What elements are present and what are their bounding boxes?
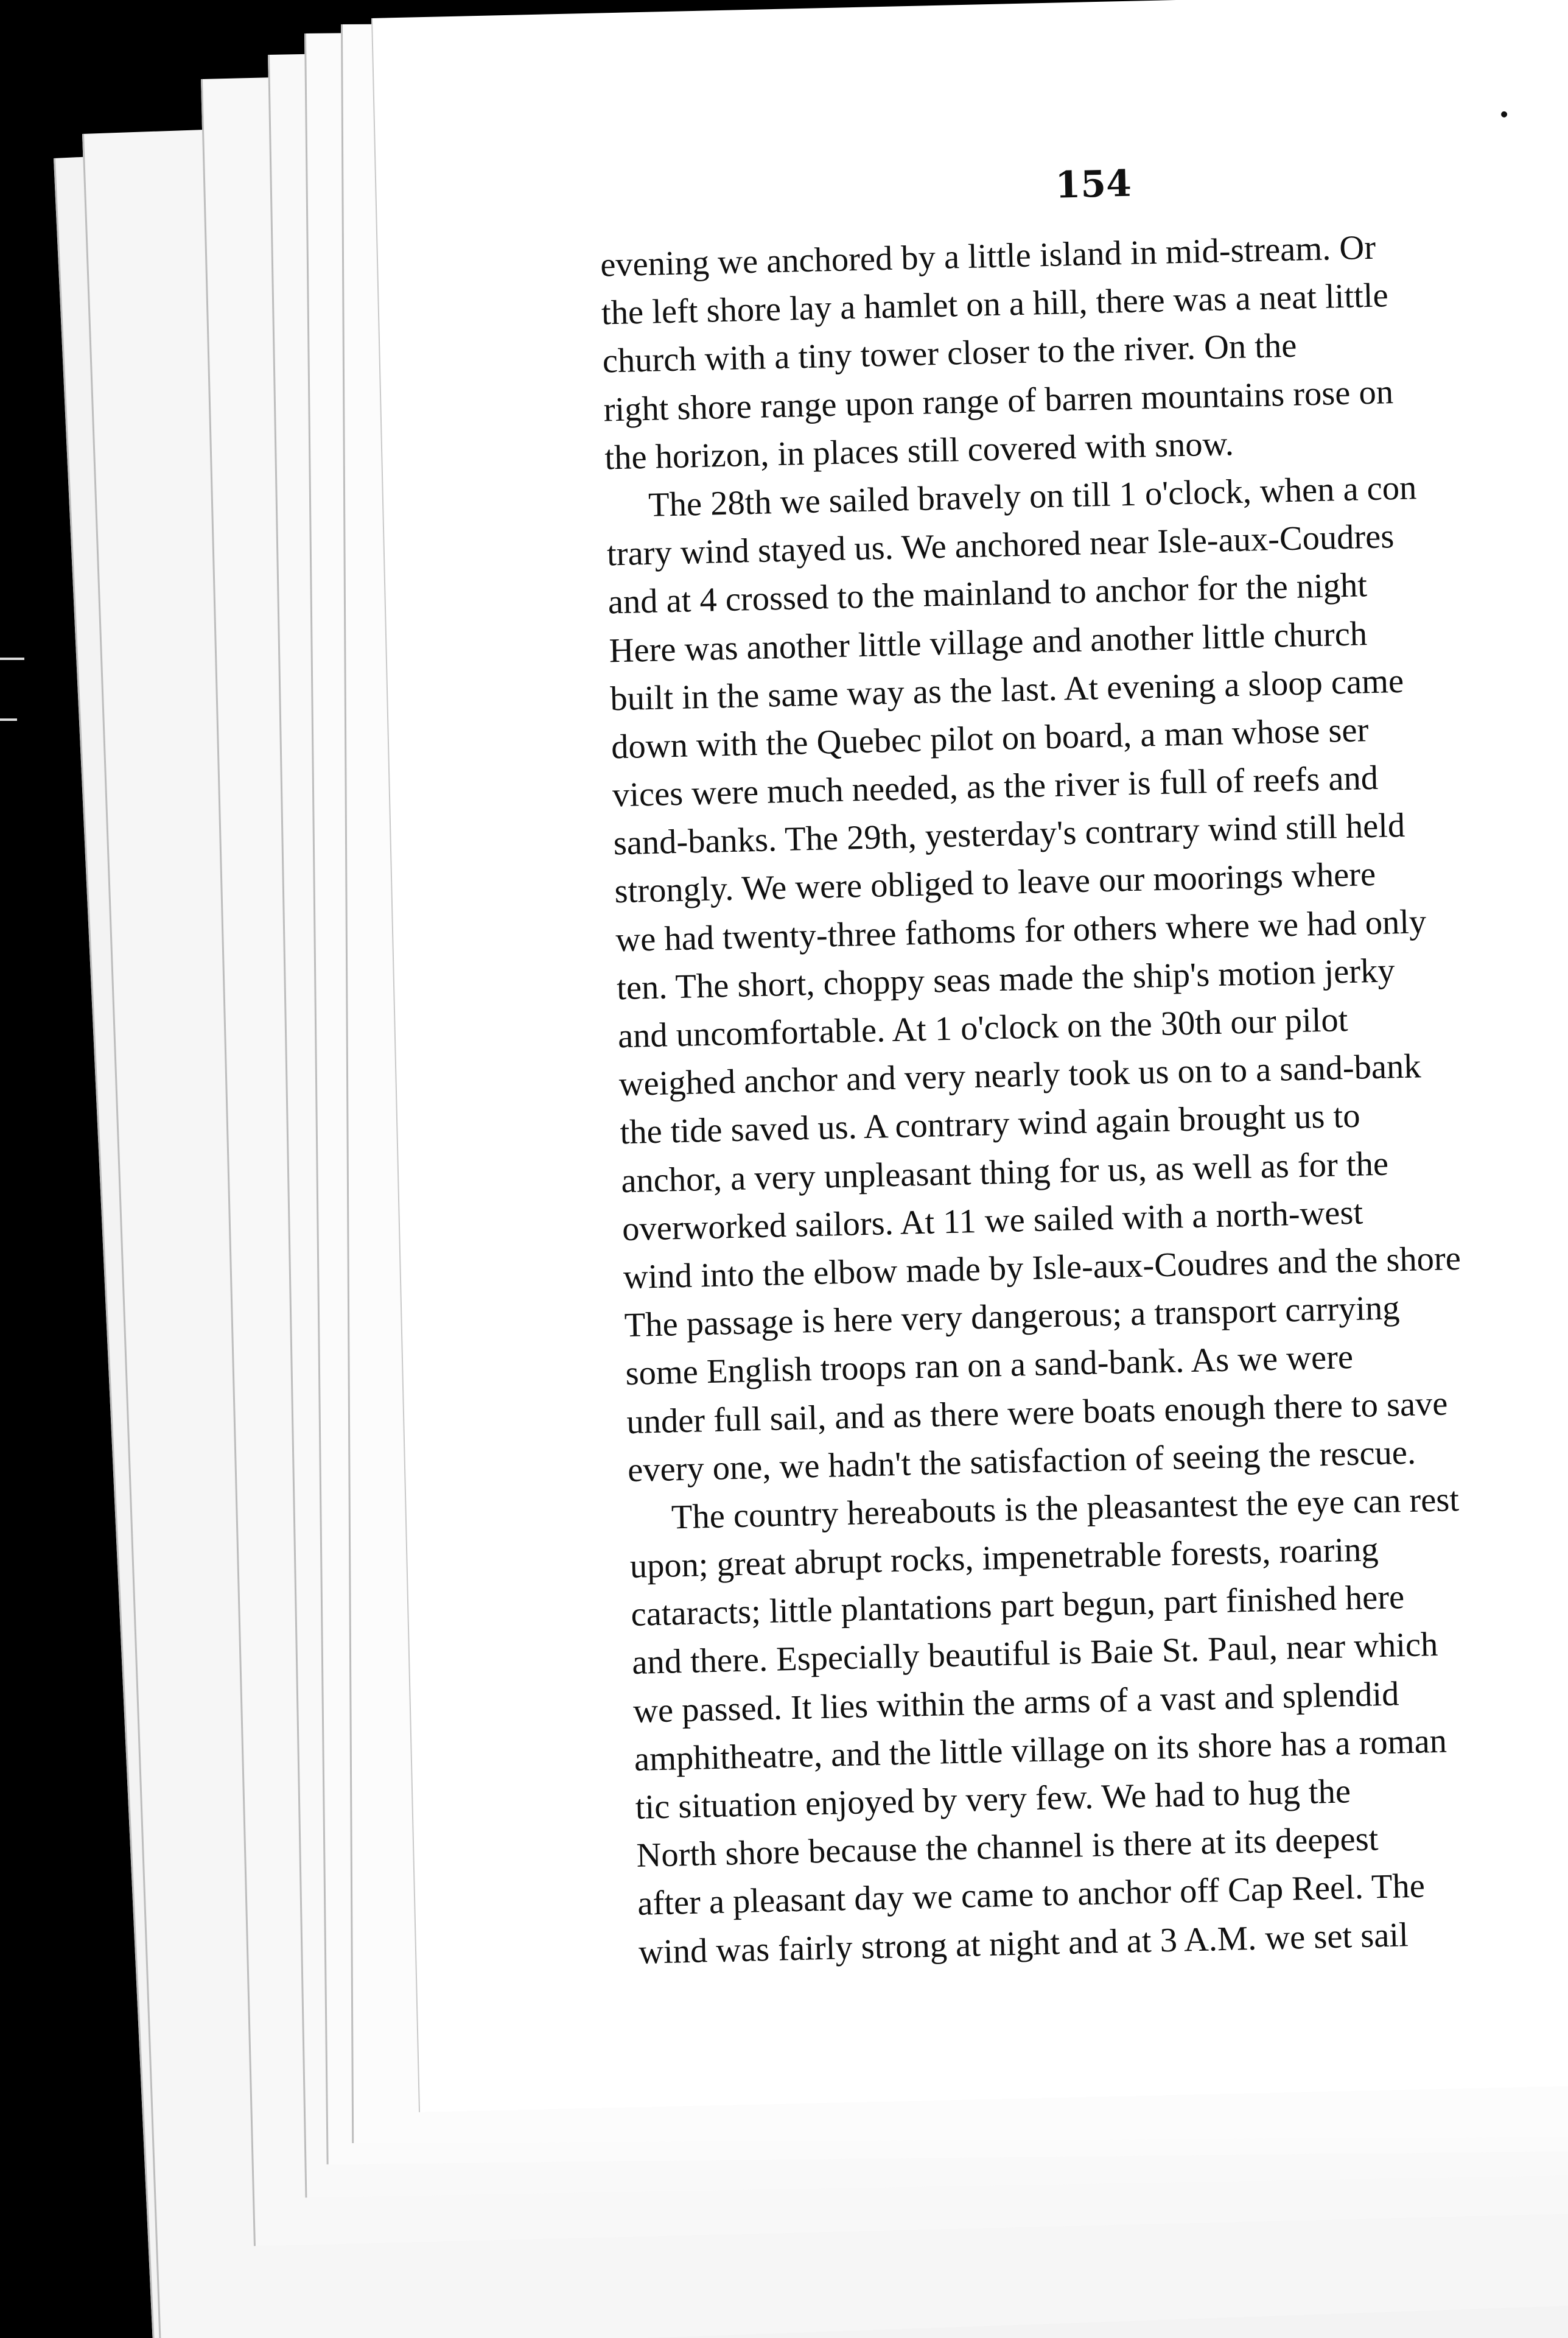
- text-line: vices were much needed, as the river is full of reefs and: [612, 759, 1379, 815]
- text-line: and there. Especially beautiful is Baie St. Paul, near which: [631, 1626, 1438, 1682]
- text-line: right shore range upon range of barren mountains rose on: [603, 373, 1394, 429]
- text-line: overworked sailors. At 11 we sailed with a north-west: [621, 1193, 1363, 1248]
- text-line: sand-banks. The 29th, yesterday's contrary wind still held: [613, 807, 1405, 863]
- text-line: and at 4 crossed to the mainland to anchor for the night: [607, 566, 1368, 622]
- scan-artifact: [0, 718, 17, 721]
- paragraph-start-line: The country hereabouts is the pleasantest the eye can rest: [671, 1480, 1460, 1537]
- book-page: [371, 0, 1568, 2112]
- text-line: anchor, a very unpleasant thing for us, as well as for the: [620, 1145, 1389, 1200]
- body-text: [600, 218, 1568, 1977]
- text-line: Here was another little village and another little church: [608, 614, 1368, 670]
- text-line: under full sail, and as there were boats enough there to save: [626, 1384, 1449, 1441]
- text-line: and uncomfortable. At 1 o'clock on the 30th our pilot: [617, 1001, 1349, 1056]
- text-line: strongly. We were obliged to leave our moorings where: [614, 855, 1376, 911]
- text-line: the left shore lay a hamlet on a hill, there was a neat little: [601, 276, 1389, 332]
- text-line: down with the Quebec pilot on board, a man whose ser: [611, 711, 1369, 767]
- text-line: church with a tiny tower closer to the river. On the: [602, 327, 1297, 381]
- paragraph-start-line: The 28th we sailed bravely on till 1 o'clock, when a con: [648, 469, 1417, 524]
- text-line: some English troops ran on a sand-bank. As we were: [625, 1338, 1354, 1393]
- text-line: we passed. It lies within the arms of a vast and splendid: [632, 1675, 1399, 1730]
- text-line: wind into the elbow made by Isle-aux-Coudres and the shore: [623, 1239, 1461, 1297]
- text-line: upon; great abrupt rocks, impenetrable forests, roaring: [629, 1531, 1379, 1586]
- scan-artifact: [0, 658, 24, 660]
- text-line: the horizon, in places still covered with snow.: [604, 424, 1234, 477]
- text-line: wind was fairly strong at night and at 3 A.M. we set sail: [638, 1915, 1409, 1971]
- text-line: every one, we hadn't the satisfaction of seeing the rescue.: [627, 1433, 1416, 1489]
- text-line: the tide saved us. A contrary wind again brought us to: [619, 1097, 1361, 1152]
- text-line: cataracts; little plantations part begun, part finished here: [630, 1578, 1405, 1634]
- text-line: trary wind stayed us. We anchored near Isle-aux-Coudres: [606, 518, 1395, 574]
- text-line: ten. The short, choppy seas made the ship's motion jerky: [616, 952, 1396, 1008]
- text-line: amphitheatre, and the little village on its shore has a roman: [634, 1722, 1447, 1778]
- text-line: evening we anchored by a little island in mid-stream. Or: [600, 228, 1376, 284]
- text-line: built in the same way as the last. At evening a sloop came: [609, 662, 1404, 718]
- text-line: we had twenty-three fathoms for others where we had only: [615, 902, 1427, 959]
- text-line: North shore because the channel is there at its deepest: [635, 1820, 1379, 1875]
- ink-dot: [1501, 111, 1507, 118]
- text-line: weighed anchor and very nearly took us on to a sand-bank: [618, 1047, 1422, 1104]
- text-line: The passage is here very dangerous; a transport carrying: [624, 1289, 1401, 1345]
- text-line: after a pleasant day we came to anchor off Cap Reel. The: [637, 1867, 1426, 1923]
- page-number: 154: [1054, 162, 1132, 207]
- text-line: tic situation enjoyed by very few. We had to hug the: [635, 1772, 1351, 1827]
